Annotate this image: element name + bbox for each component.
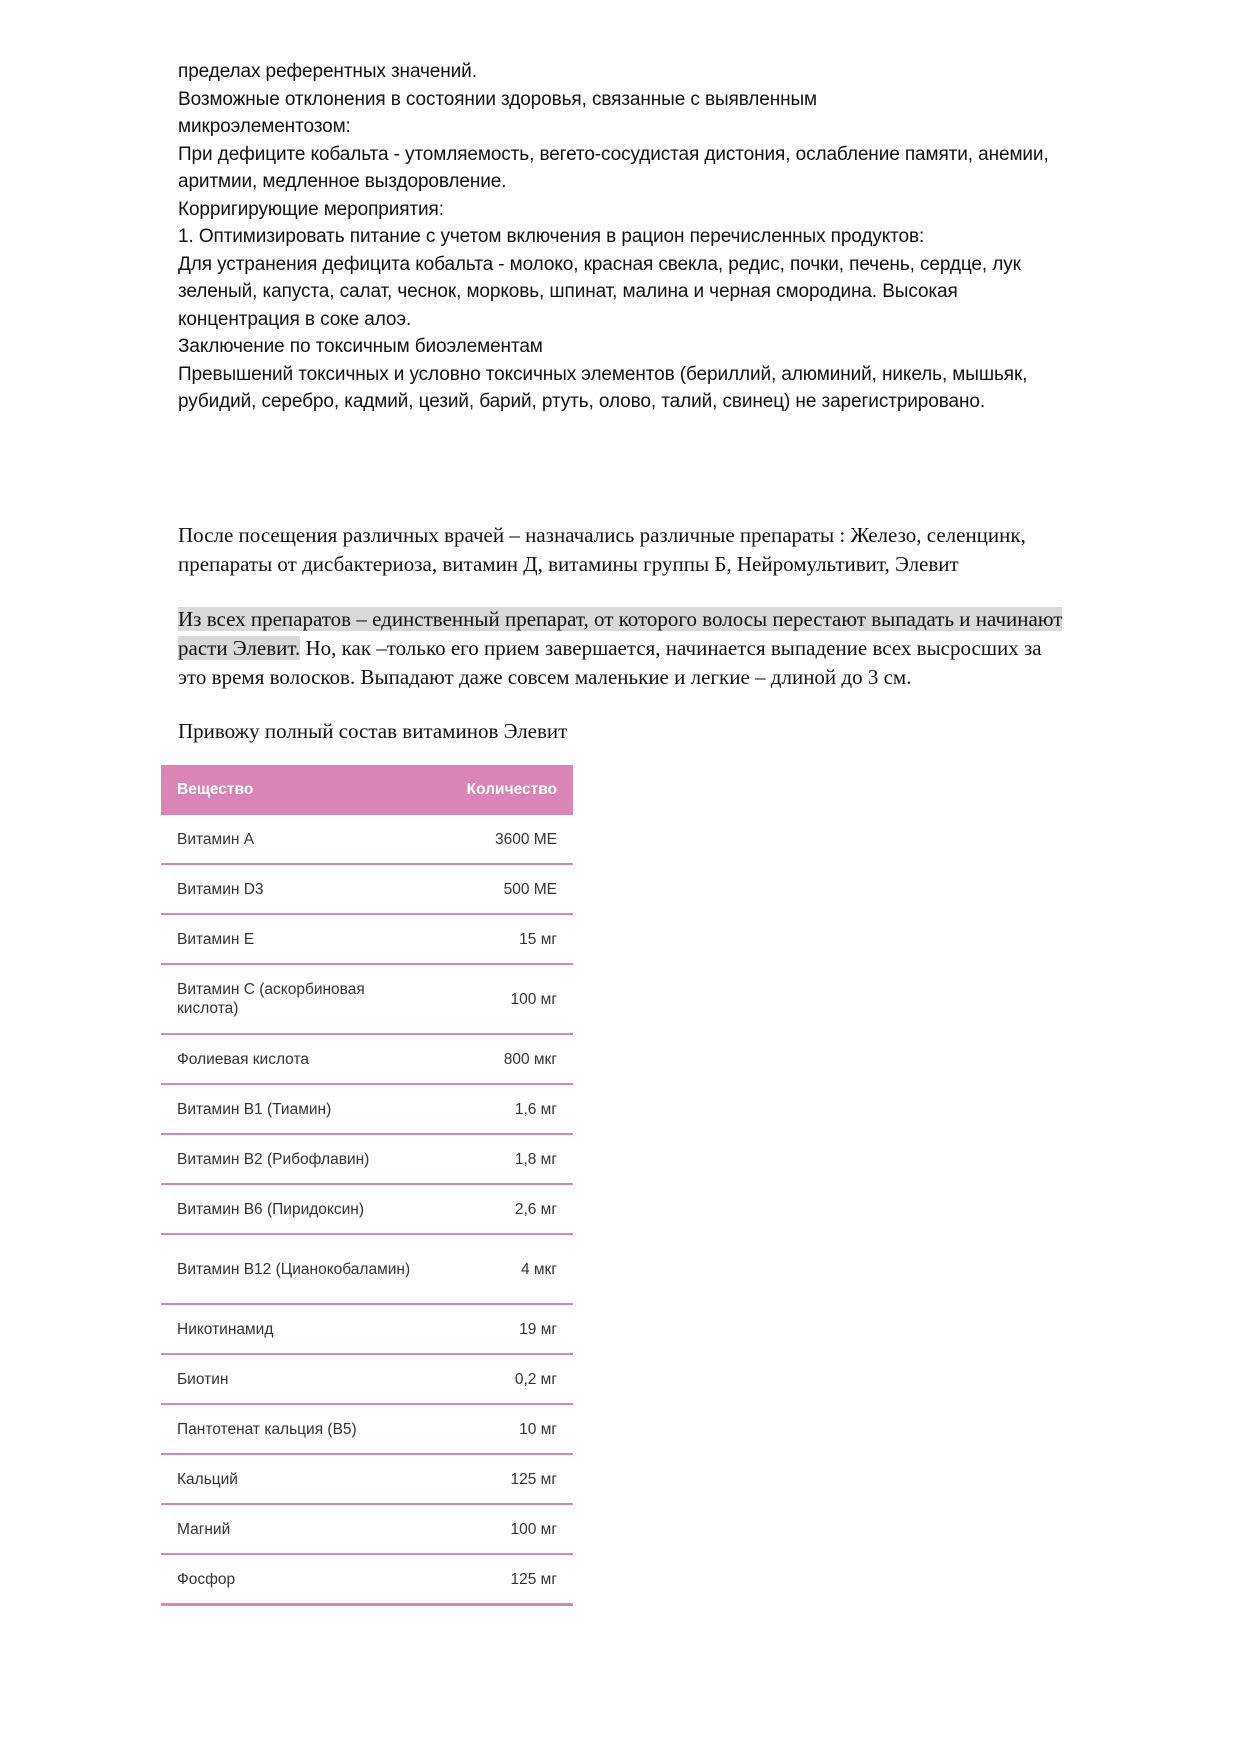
table-row xyxy=(161,1134,573,1184)
substance-cell: Витамин В1 (Тиамин) xyxy=(161,1084,431,1134)
elevit-effect-paragraph xyxy=(178,605,1188,692)
elevit-composition-table xyxy=(161,765,573,1606)
amount-cell: 0,2 мг xyxy=(431,1354,573,1404)
text-line: 1. Оптимизировать питание с учетом включения в рацион перечисленных продуктов: xyxy=(178,226,925,247)
substance-cell: Никотинамид xyxy=(161,1304,431,1354)
text-line: концентрация в соке алоэ. xyxy=(178,308,412,330)
table-row xyxy=(161,1184,573,1234)
substance-cell: Фосфор xyxy=(161,1554,431,1605)
table-row xyxy=(161,815,573,864)
text-line xyxy=(178,605,1188,634)
amount-cell: 100 мг xyxy=(431,964,573,1034)
amount-cell: 125 мг xyxy=(431,1554,573,1605)
column-header-amount: Количество xyxy=(431,765,573,815)
table-row xyxy=(161,1354,573,1404)
amount-cell: 500 МЕ xyxy=(431,864,573,914)
amount-cell: 10 мг xyxy=(431,1404,573,1454)
table-row xyxy=(161,864,573,914)
text-line: это время волосков. Выпадают даже совсем маленькие и легкие – длиной до 3 см. xyxy=(178,665,912,689)
text-line: После посещения различных врачей – назначались различные препараты : Железо, селенцинк, xyxy=(178,523,1026,547)
substance-cell: Пантотенат кальция (В5) xyxy=(161,1404,431,1454)
substance-cell: Витамин D3 xyxy=(161,864,431,914)
table-row xyxy=(161,1404,573,1454)
substance-cell: Витамин В2 (Рибофлавин) xyxy=(161,1134,431,1184)
text-line: рубидий, серебро, кадмий, цезий, барий, ртуть, олово, талий, свинец) не зарегистрировано. xyxy=(178,391,986,412)
amount-cell: 15 мг xyxy=(431,914,573,964)
amount-cell: 100 мг xyxy=(431,1504,573,1554)
highlighted-text: расти Элевит. xyxy=(178,636,301,660)
substance-cell: Фолиевая кислота xyxy=(161,1034,431,1084)
substance-cell: Биотин xyxy=(161,1354,431,1404)
text-run: Но, как –только его прием завершается, начинается выпадение всех высросших за xyxy=(300,636,1042,660)
text-line: Превышений токсичных и условно токсичных элементов (бериллий, алюминий, никель, мышьяк, xyxy=(178,363,1028,385)
substance-cell: Витамин С (аскорбиновая кислота) xyxy=(161,964,431,1034)
substance-cell: Магний xyxy=(161,1504,431,1554)
amount-cell: 800 мкг xyxy=(431,1034,573,1084)
table-row xyxy=(161,914,573,964)
substance-cell: Витамин В6 (Пиридоксин) xyxy=(161,1184,431,1234)
lab-conclusion-text xyxy=(178,58,1188,416)
table-row xyxy=(161,1034,573,1084)
column-header-substance: Вещество xyxy=(161,765,431,815)
text-line: Корригирующие мероприятия: xyxy=(178,198,444,220)
substance-cell: Витамин В12 (Цианокобаламин) xyxy=(161,1234,431,1304)
text-line xyxy=(178,634,1188,663)
table-row xyxy=(161,1304,573,1354)
table-row xyxy=(161,1084,573,1134)
amount-cell: 3600 МЕ xyxy=(431,815,573,864)
table-row xyxy=(161,1504,573,1554)
text-line: пределах референтных значений. xyxy=(178,61,477,82)
text-line: аритмии, медленное выздоровление. xyxy=(178,171,507,192)
amount-cell: 4 мкг xyxy=(431,1234,573,1304)
highlighted-text: Из всех препаратов – единственный препарат, от которого волосы перестают выпадать и начинают xyxy=(178,607,1063,631)
amount-cell: 1,6 мг xyxy=(431,1084,573,1134)
substance-cell: Витамин А xyxy=(161,815,431,864)
substance-cell: Витамин Е xyxy=(161,914,431,964)
amount-cell: 19 мг xyxy=(431,1304,573,1354)
amount-cell: 2,6 мг xyxy=(431,1184,573,1234)
text-line: микроэлементозом: xyxy=(178,116,351,137)
table-row xyxy=(161,964,573,1034)
amount-cell: 125 мг xyxy=(431,1454,573,1504)
table-row xyxy=(161,1234,573,1304)
text-line: зеленый, капуста, салат, чеснок, морковь, шпинат, малина и черная смородина. Высокая xyxy=(178,281,958,302)
prescriptions-paragraph xyxy=(178,521,1188,579)
amount-cell: 1,8 мг xyxy=(431,1134,573,1184)
text-line: препараты от дисбактериоза, витамин Д, витамины группы Б, Нейромультивит, Элевит xyxy=(178,552,959,576)
text-line: Привожу полный состав витаминов Элевит xyxy=(178,719,568,743)
text-line: Заключение по токсичным биоэлементам xyxy=(178,336,543,357)
text-line: Возможные отклонения в состоянии здоровья, связанные с выявленным xyxy=(178,88,818,110)
table-header-row xyxy=(161,765,573,815)
substance-cell: Кальций xyxy=(161,1454,431,1504)
table-row xyxy=(161,1454,573,1504)
table-row xyxy=(161,1554,573,1605)
composition-intro xyxy=(178,717,1188,746)
text-line: Для устранения дефицита кобальта - молоко, красная свекла, редис, почки, печень, сердце, лук xyxy=(178,253,1021,275)
text-line: При дефиците кобальта - утомляемость, вегето-сосудистая дистония, ослабление памяти, анемии, xyxy=(178,143,1049,165)
